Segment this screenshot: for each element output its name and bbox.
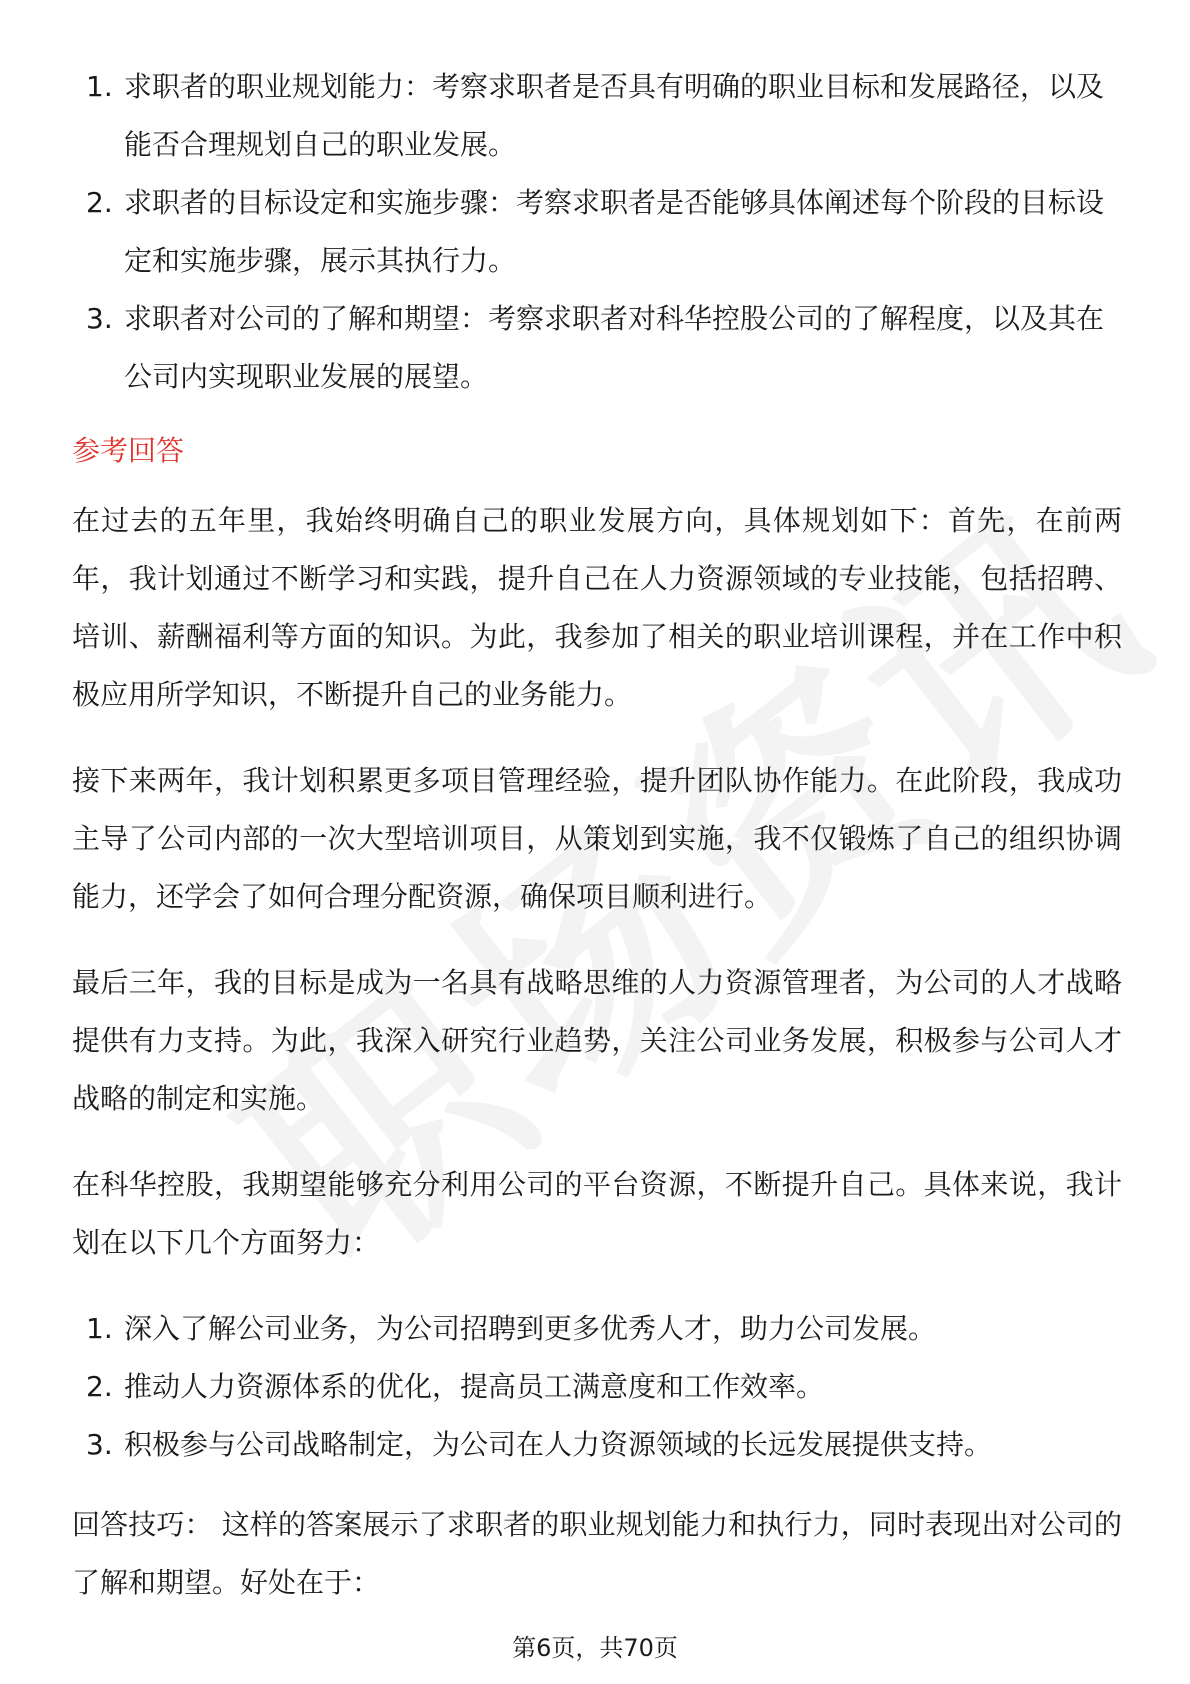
- list-item-number: 3.: [86, 302, 113, 335]
- list-item-number: 1.: [86, 70, 113, 103]
- list-item: [72, 1416, 1122, 1474]
- list-item-text: 推动人力资源体系的优化，提高员工满意度和工作效率。: [124, 1370, 825, 1403]
- list-item: [72, 1300, 1122, 1358]
- plan-list: [72, 1300, 1122, 1474]
- intro-criteria-list: [72, 58, 1122, 406]
- list-item-text: 深入了解公司业务，为公司招聘到更多优秀人才，助力公司发展。: [124, 1312, 937, 1345]
- answer-paragraph: 在科华控股，我期望能够充分利用公司的平台资源，不断提升自己。具体来说，我计划在以下几个方面努力：: [72, 1168, 1122, 1259]
- list-item-number: 2.: [86, 186, 113, 219]
- list-item: [72, 290, 1122, 406]
- section-heading: 参考回答: [72, 434, 185, 467]
- answer-paragraph: 接下来两年，我计划积累更多项目管理经验，提升团队协作能力。在此阶段，我成功主导了公司内部的一次大型培训项目，从策划到实施，我不仅锻炼了自己的组织协调能力，还学会了如何合理分配资源，确保项目顺利进行。: [72, 764, 1122, 913]
- list-item-text: 求职者的职业规划能力：考察求职者是否具有明确的职业目标和发展路径，以及能否合理规划自己的职业发展。: [124, 70, 1105, 161]
- list-item-number: 3.: [86, 1428, 113, 1461]
- page-number-footer: 第6页，共70页: [512, 1634, 678, 1662]
- list-item: [72, 58, 1122, 174]
- list-item: [72, 1358, 1122, 1416]
- list-item: [72, 174, 1122, 290]
- answer-paragraph: 最后三年，我的目标是成为一名具有战略思维的人力资源管理者，为公司的人才战略提供有力支持。为此，我深入研究行业趋势，关注公司业务发展，积极参与公司人才战略的制定和实施。: [72, 966, 1122, 1115]
- list-item-number: 2.: [86, 1370, 113, 1403]
- tips-paragraph: 回答技巧： 这样的答案展示了求职者的职业规划能力和执行力，同时表现出对公司的了解和期望。好处在于：: [72, 1508, 1122, 1599]
- answer-paragraph: 在过去的五年里，我始终明确自己的职业发展方向，具体规划如下：首先，在前两年，我计划通过不断学习和实践，提升自己在人力资源领域的专业技能，包括招聘、培训、薪酬福利等方面的知识。为此，我参加了相关的职业培训课程，并在工作中积极应用所学知识，不断提升自己的业务能力。: [72, 504, 1122, 711]
- list-item-text: 求职者的目标设定和实施步骤：考察求职者是否能够具体阐述每个阶段的目标设定和实施步骤，展示其执行力。: [124, 186, 1105, 277]
- list-item-number: 1.: [86, 1312, 113, 1345]
- list-item-text: 求职者对公司的了解和期望：考察求职者对科华控股公司的了解程度，以及其在公司内实现职业发展的展望。: [124, 302, 1105, 393]
- page-content: [72, 58, 1122, 1640]
- list-item-text: 积极参与公司战略制定，为公司在人力资源领域的长远发展提供支持。: [124, 1428, 993, 1461]
